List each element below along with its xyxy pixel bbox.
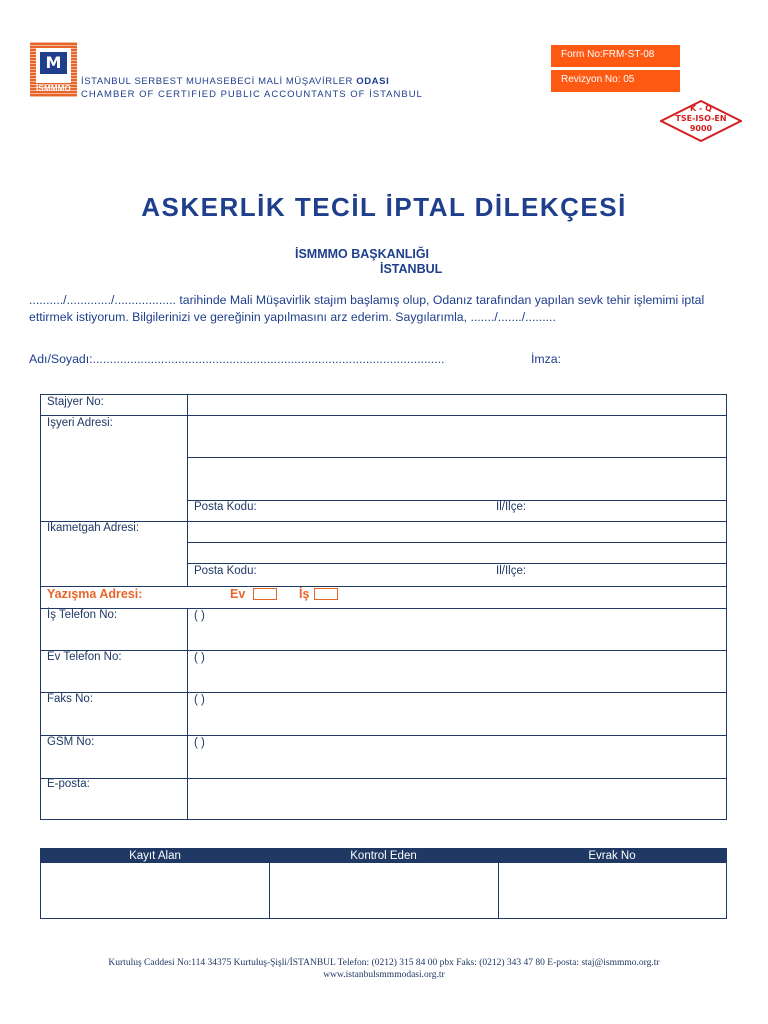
org-name-tr xyxy=(81,76,389,87)
ikametgah-il-ilce-label: Il/Ilçe: xyxy=(496,565,527,577)
row-line xyxy=(41,521,726,522)
office-table-header xyxy=(41,849,726,863)
office-col-divider xyxy=(498,863,499,918)
isyeri-il-ilce-label: Il/Ilçe: xyxy=(496,501,527,513)
yazisma-adresi-label: Yazışma Adresi: xyxy=(47,587,143,601)
org-name-tr-prefix: İSTANBUL SERBEST MUHASEBECİ MALİ MÜŞAVİRLER xyxy=(81,76,357,87)
tse-iso-certificate-logo xyxy=(660,100,742,142)
office-col-divider xyxy=(269,863,270,918)
logo-letter: M xyxy=(40,52,67,74)
row-line xyxy=(41,608,726,609)
row-line xyxy=(41,650,726,651)
applicant-info-table xyxy=(40,394,727,820)
cert-line-3: 9000 xyxy=(689,124,713,133)
row-line xyxy=(187,542,726,543)
faks-label: Faks No: xyxy=(47,693,94,705)
petition-paragraph: ........../............./.................. tarihinde Mali Müşavirlik stajım başlamış olup, Odanız tarafından yapılan sevk tehir işlemimi iptal ettirmek istiyorum. Bilgilerinizi ve gereğinin yapılmasını arz ederim. Saygılarımla, ......./......./......... xyxy=(29,293,705,324)
name-surname-field[interactable]: Adı/Soyadı:....................................................................................................... xyxy=(29,352,445,366)
gsm-area-code[interactable]: ( ) xyxy=(194,737,205,749)
is-telefon-label: İş Telefon No: xyxy=(47,609,118,621)
stajyer-no-label: Stajyer No: xyxy=(47,396,104,408)
org-name-tr-bold: ODASI xyxy=(356,76,390,87)
isyeri-adresi-label: Işyeri Adresi: xyxy=(47,417,113,429)
ikametgah-adresi-label: Ikametgah Adresi: xyxy=(47,522,140,534)
logo-text: İSMMMO xyxy=(36,84,71,93)
row-line xyxy=(41,692,726,693)
divider-v-top xyxy=(187,395,188,586)
form-number-badge: Form No:FRM-ST-08 xyxy=(551,45,680,67)
divider-v-bottom xyxy=(187,608,188,819)
addressee-line-1: İSMMMO BAŞKANLIĞI xyxy=(295,247,430,261)
ev-telefon-area-code[interactable]: ( ) xyxy=(194,652,205,664)
isyeri-posta-kodu-label: Posta Kodu: xyxy=(194,501,257,513)
addressee-line-2: İSTANBUL xyxy=(380,262,443,276)
ismmmo-logo xyxy=(30,42,77,97)
gsm-label: GSM No: xyxy=(47,736,95,748)
eposta-label: E-posta: xyxy=(47,778,90,790)
footer-website: www.istanbulsmmmodasi.org.tr xyxy=(323,970,445,980)
logo-inner xyxy=(36,48,71,83)
evrak-no-header: Evrak No xyxy=(588,850,636,862)
row-line xyxy=(41,586,726,587)
is-option-label: İş xyxy=(299,587,310,601)
row-line xyxy=(187,500,726,501)
row-line xyxy=(187,563,726,564)
signature-label: İmza: xyxy=(531,352,562,366)
cert-line-1: K - Q xyxy=(690,104,712,113)
page-title: ASKERLİK TECİL İPTAL DİLEKÇESİ xyxy=(141,192,627,222)
row-line xyxy=(187,457,726,458)
kontrol-eden-header: Kontrol Eden xyxy=(350,850,417,862)
row-line xyxy=(41,778,726,779)
footer-contact: Kurtuluş Caddesi No:114 34375 Kurtuluş-Şişli/İSTANBUL Telefon: (0212) 315 84 00 pbx Faks: (0212) 343 47 80 E-posta: staj@ismmmo.org.tr xyxy=(108,958,660,968)
ev-checkbox[interactable] xyxy=(253,588,277,600)
org-name-en: CHAMBER OF CERTIFIED PUBLIC ACCOUNTANTS OF İSTANBUL xyxy=(81,89,423,100)
ev-telefon-label: Ev Telefon No: xyxy=(47,651,122,663)
row-line xyxy=(41,415,726,416)
faks-area-code[interactable]: ( ) xyxy=(194,694,205,706)
kayit-alan-header: Kayıt Alan xyxy=(129,850,181,862)
revision-badge: Revizyon No: 05 xyxy=(551,70,680,92)
ev-option-label: Ev xyxy=(230,587,246,601)
row-line xyxy=(41,735,726,736)
cert-line-2: TSE-ISO-EN xyxy=(675,114,727,123)
ikametgah-posta-kodu-label: Posta Kodu: xyxy=(194,565,257,577)
office-use-table xyxy=(40,848,727,919)
is-checkbox[interactable] xyxy=(314,588,338,600)
is-telefon-area-code[interactable]: ( ) xyxy=(194,610,205,622)
